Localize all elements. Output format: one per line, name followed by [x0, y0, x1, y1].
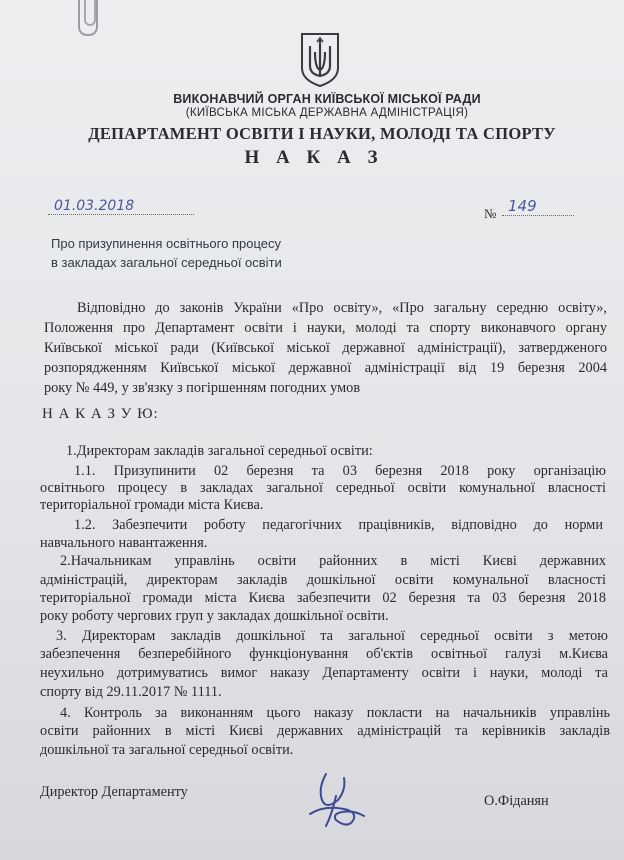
handwritten-signature	[296, 770, 370, 830]
order-word: Н А К А З У Ю:	[42, 406, 159, 422]
item-line: освітнього процесу в закладах загальної середньої освіти комунальної власності	[40, 480, 606, 496]
preamble-line: розпорядженням Київської міської державної адміністрації від 19 березня 2004	[44, 360, 607, 376]
preamble-line: Положення про Департамент освіти і науки, молоді та спорту виконавчого органу	[44, 320, 607, 336]
item-line: 1.1. Призупинити 02 березня та 03 березня 2018 року організацію	[74, 463, 606, 479]
preamble-line: Київської міської ради (Київської міської державної адміністрації), затвердженого	[44, 340, 607, 356]
item-line: освіти районних в місті Києві державних адміністрацій та керівників закладів	[40, 723, 610, 739]
item-line: дошкільної та загальної середньої освіти.	[40, 742, 294, 758]
coat-of-arms-icon	[298, 30, 342, 88]
item-line: територіальної громади міста Києва.	[40, 497, 264, 513]
signatory-title: Директор Департаменту	[40, 784, 188, 800]
item-line: забезпечення безперебійного функціонування об'єктів освітньої галузі м.Києва	[40, 646, 608, 662]
item-line: 2.Начальникам управлінь освіти районних в місті Києві державних	[60, 553, 606, 569]
order-date: 01.03.2018	[48, 198, 194, 215]
department-title: ДЕПАРТАМЕНТ ОСВІТИ І НАУКИ, МОЛОДІ ТА СПОРТУ	[88, 124, 556, 143]
order-number: 149	[502, 197, 574, 216]
preamble-line: Відповідно до законів України «Про освіту», «Про загальну середню освіту»,	[77, 300, 607, 316]
number-sign: №	[484, 206, 497, 221]
preamble-line: року № 449, у зв'язку з погіршенням погодних умов	[44, 380, 361, 396]
subject-line-1: Про призупинення освітнього процесу	[51, 236, 281, 251]
item-line: територіальної громади міста Києва забезпечити 02 березня та 03 березня 2018	[40, 590, 606, 606]
org-name-line2: (КИЇВСЬКА МІСЬКА ДЕРЖАВНА АДМІНІСТРАЦІЯ)	[185, 107, 469, 119]
signatory-name: О.Фіданян	[484, 793, 549, 809]
item-line: 4. Контроль за виконанням цього наказу покласти на начальників управлінь	[60, 705, 610, 721]
paper-clip-inner	[84, 0, 96, 26]
item-line: 1.2. Забезпечити роботу педагогічних працівників, відповідно до норми	[74, 517, 603, 533]
item-line: адміністрацій, директорам закладів дошкільної освіти комунальної власності	[40, 572, 606, 588]
item-line: навчального навантаження.	[40, 535, 208, 551]
item-line: спорту від 29.11.2017 № 1111.	[40, 684, 222, 700]
item-line: 3. Директорам закладів дошкільної та загальної середньої освіти з метою	[56, 628, 608, 644]
item-line: 1.Директорам закладів загальної середньої освіти:	[66, 443, 373, 459]
subject-line-2: в закладах загальної середньої освіти	[51, 255, 282, 270]
org-name-line1: ВИКОНАВЧИЙ ОРГАН КИЇВСЬКОЇ МІСЬКОЇ РАДИ	[173, 92, 481, 106]
item-line: неухильно дотримуватись вимог наказу Департаменту освіти і науки, молоді та	[40, 665, 608, 681]
document-type: Н А К А З	[244, 147, 384, 168]
item-line: року роботу чергових груп у закладах дошкільної освіти.	[40, 608, 389, 624]
